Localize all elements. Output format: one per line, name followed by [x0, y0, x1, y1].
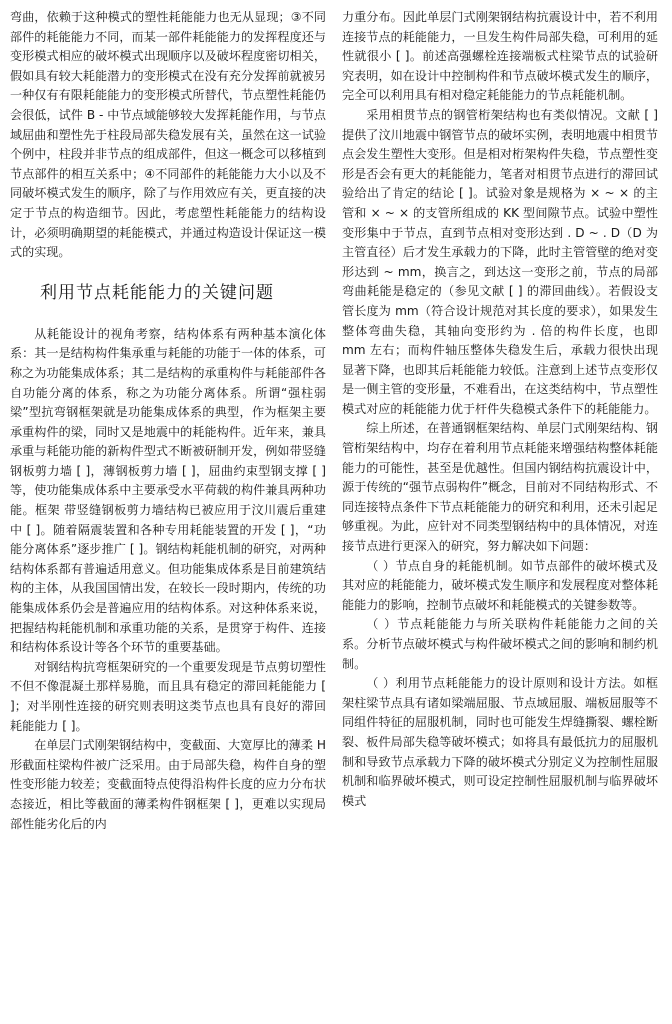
- paragraph: （ ）利用节点耗能能力的设计原则和设计方法。如框架柱梁节点具有诸如梁端屈服、节点域屈服、端板屈服等不同组件特征的屈服机制，同时也可能发生焊缝撕裂、螺栓断裂、板件局部失稳等破坏模式；如将具有最低抗力的屈服机制和导致节点承载力下降的破坏模式分别定义为控制性屈服机制和临界破坏模式，则可设定控制性屈服机制与临界破坏模式: [342, 676, 658, 808]
- paragraph: 从耗能设计的视角考察，结构体系有两种基本演化体系：其一是结构构件集承重与耗能的功能于一体的体系，可称之为功能集成体系；其二是结构的承重构件与耗能部件各自功能分离的体系，称之为功能分离体系。所谓“强柱弱梁”型抗弯钢框架就是功能集成体系的典型，作为框架主要承重构件的梁，同时又是地震中的耗能构件。近年来，兼具承重与耗能功能的新构件型式不断被研制开发，例如带竖缝钢板剪力墙 [ ]，薄钢板剪力墙 [ ]，屈曲约束型钢支撑 [ ] 等，使功能集成体系中主要承受水平荷载的构件兼具两种功能。框架 带竖缝钢板剪力墙结构已被应用于汶川震后重建中 [ ]。随着隔震装置和各种专用耗能装置的开发 [ ]，“功能分离体系”逐步推广 [ ]。钢结构耗能机制的研究，对两种结构体系都有普遍适用意义。但功能集成体系是目前建筑结构的主体，从我国国情出发，在较长一段时期内，传统的功能集成体系仍会是普遍应用的结构体系。对这种体系来说，把握结构耗能机制和承重功能的关系，是贯穿于构件、连接和结构体系设计等各个环节的重要基础。: [10, 326, 326, 655]
- paragraph: 综上所述，在普通钢框架结构、单层门式刚架结构、钢管桁架结构中，均存在着利用节点耗能来增强结构整体耗能能力的可能性，甚至是优越性。但国内钢结构抗震设计中，源于传统的“强节点弱构件”概念，目前对不同结构形式、不同连接特点条件下节点耗能能力的研究和利用，还未引起足够重视。为此，应针对不同类型钢结构中的具体情况，对连接节点进行更深入的研究，努力解决如下问题：: [342, 421, 658, 554]
- section-heading: 利用节点耗能能力的关键问题: [40, 282, 274, 303]
- paragraph: （ ）节点耗能能力与所关联构件耗能能力之间的关系。分析节点破坏模式与构件破坏模式之间的影响和制约机制。: [342, 617, 658, 671]
- left-column: [10, 8, 326, 834]
- paragraph: 对钢结构抗弯框架研究的一个重要发现是节点剪切塑性不但不像混凝土那样易脆，而且具有稳定的滞回耗能能力 [ ]；对半刚性连接的研究则表明这类节点也具有良好的滞回耗能能力 [ ]。: [10, 659, 326, 733]
- paragraph: 在单层门式刚架钢结构中，变截面、大宽厚比的薄柔 H 形截面柱梁构件被广泛采用。由于局部失稳，构件自身的塑性变形能力较差；变截面特点使得沿构件长度的应力分布状态接近，相比等截面的薄柔构件钢框架 [ ]，更难以实现局部性能劣化后的内: [10, 738, 326, 831]
- paragraph: 弯曲，依赖于这种模式的塑性耗能能力也无从显现；③不同部件的耗能能力不同，而某一部件耗能能力的发挥程度还与变形模式相应的破坏模式出现顺序以及破坏程度密切相关，假如具有较大耗能潜力的变形模式在没有充分发挥前就被另一种仅有有限耗能能力的变形模式所替代，节点塑性耗能仍会很低，试件 B - 中节点域能够较大发挥耗能作用，与节点域屈曲和塑性先于柱段局部失稳发展有关，虽然在这一试验个例中，柱段并非节点的组成部件，但这一概念可以移植到节点部件的相互关系中；④不同部件的耗能能力大小以及不同破坏模式发生的顺序，除了与作用效应有关，更直接的决定于节点的构造细节。因此，考虑塑性耗能能力的结构设计，必须明确期望的耗能模式，并通过构造设计保证这一模式的实现。: [10, 10, 326, 260]
- paragraph: （ ）节点自身的耗能机制。如节点部件的破坏模式及其对应的耗能能力，破坏模式发生顺序和发展程度对整体耗能能力的影响，控制节点破坏和耗能模式的关键参数等。: [342, 558, 658, 612]
- right-column: [342, 8, 658, 811]
- paragraph: 力重分布。因此单层门式刚架钢结构抗震设计中，若不利用连接节点的耗能能力，一旦发生构件局部失稳，可利用的延性就很小 [ ]。前述高强螺栓连接端板式柱梁节点的试验研究表明，如在设计中控制构件和节点破坏模式发生的顺序，完全可以利用具有相对稳定耗能能力的节点耗能机制。: [342, 10, 658, 103]
- paragraph: 采用相贯节点的钢管桁架结构也有类似情况。文献 [ ] 提供了汶川地震中钢管节点的破坏实例，表明地震中相贯节点会发生塑性大变形。但是相对桁架构件失稳，节点塑性变形是否会有更大的耗能能力，笔者对相贯节点进行的滞回试验给出了肯定的结论 [ ]。试验对象是规格为 × ~ × 的主管和 × ~ × 的支管所组成的 KK 型间隙节点。试验中塑性变形集中于节点，直到节点相对变形达到 . D ~ . D（D 为主管直径）后才发生承载力的下降，此时主管管壁的绝对变形达到 ~ mm，换言之，到达这一变形之前，节点的局部弯曲耗能是稳定的（参见文献 [ ] 的滞回曲线）。若假设支管长度为 mm（符合设计规范对其长度的要求），如果发生整体弯曲失稳，其轴向变形约为 . 倍的构件长度，也即 mm 左右；而构件轴压整体失稳发生后，承载力很快出现显著下降，也即其后耗能能力较低。注意到上述节点变形仅是一侧主管的变形量，不难看出，在这类结构中，节点塑性模式对应的耗能能力优于杆件失稳模式条件下的耗能能力。: [342, 107, 658, 416]
